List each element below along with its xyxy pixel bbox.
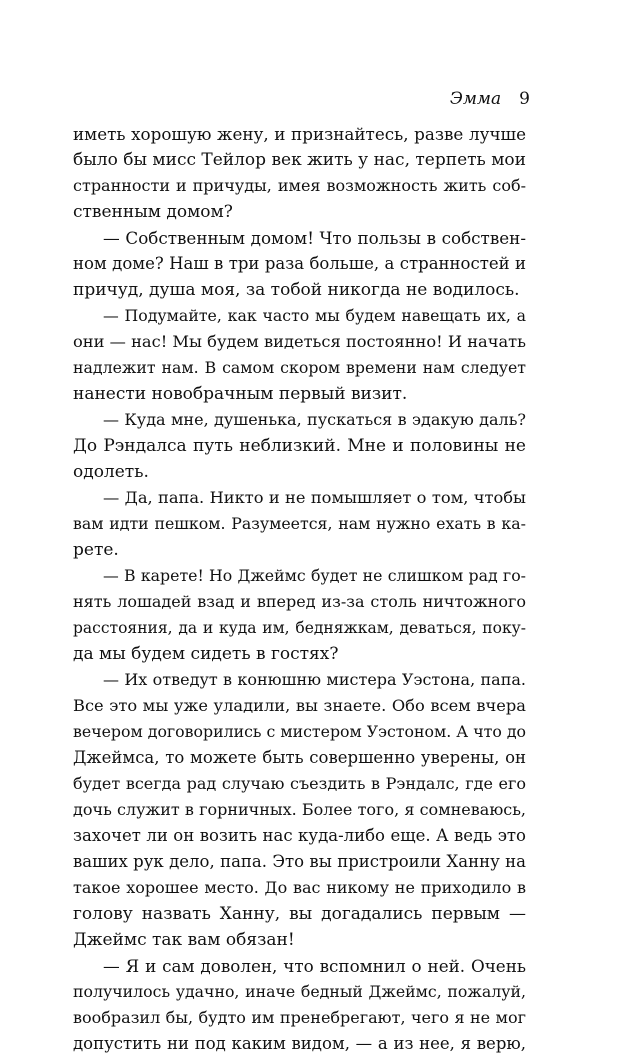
text-line: вечером договорились с мистером Уэстоном. А что до xyxy=(73,722,526,741)
text-line: было бы мисс Тейлор век жить у нас, терпеть мои xyxy=(73,150,526,170)
text-line: да мы будем сидеть в гостях? xyxy=(73,644,339,664)
text-line: они — нас! Мы будем видеться постоянно! И начать xyxy=(73,332,526,351)
text-line: надлежит нам. В самом скором времени нам следует xyxy=(73,358,526,377)
text-line: — Подумайте, как часто мы будем навещать их, а xyxy=(103,306,526,325)
text-line: До Рэндалса путь неблизкий. Мне и половины не xyxy=(73,436,526,456)
text-line: причуд, душа моя, за тобой никогда не водилось. xyxy=(73,280,520,300)
text-line: голову назвать Ханну, вы догадались первым — xyxy=(73,904,526,924)
text-line: рете. xyxy=(73,540,119,560)
text-line: — В карете! Но Джеймс будет не слишком рад го- xyxy=(103,566,526,585)
running-header xyxy=(60,87,530,111)
text-line: ваших рук дело, папа. Это вы пристроили Ханну на xyxy=(73,852,526,871)
text-line: Джеймса, то можете быть совершенно уверены, он xyxy=(73,748,526,767)
running-title: Эмма xyxy=(449,89,502,109)
body-text xyxy=(73,121,526,1057)
text-line: ственным домом? xyxy=(73,202,233,222)
text-line: будет всегда рад случаю съездить в Рэндалс, где его xyxy=(73,774,526,793)
text-line: вам идти пешком. Разумеется, нам нужно ехать в ка- xyxy=(73,514,526,533)
text-line: — Их отведут в конюшню мистера Уэстона, папа. xyxy=(103,670,526,689)
text-line: — Куда мне, душенька, пускаться в эдакую даль? xyxy=(103,410,526,429)
text-line: Все это мы уже уладили, вы знаете. Обо всем вчера xyxy=(73,696,526,715)
text-line: получилось удачно, иначе бедный Джеймс, пожалуй, xyxy=(73,982,526,1001)
text-line: захочет ли он возить нас куда-либо еще. А ведь это xyxy=(73,826,526,845)
text-line: нять лошадей взад и вперед из-за столь ничтожного xyxy=(73,592,526,611)
text-line: дочь служит в горничных. Более того, я сомневаюсь, xyxy=(73,800,526,819)
text-line: одолеть. xyxy=(73,462,149,482)
text-line: — Я и сам доволен, что вспомнил о ней. Очень xyxy=(103,956,526,976)
text-line: вообразил бы, будто им пренебрегают, чего я не мог xyxy=(73,1008,526,1027)
text-line: — Да, папа. Никто и не помышляет о том, чтобы xyxy=(103,488,526,507)
text-line: Джеймс так вам обязан! xyxy=(73,930,295,950)
text-line: иметь хорошую жену, и признайтесь, разве лучше xyxy=(73,124,526,144)
text-line: ном доме? Наш в три раза больше, а странностей и xyxy=(73,254,526,273)
text-line: допустить ни под каким видом, — а из нее, я верю, xyxy=(73,1034,526,1053)
page-number: 9 xyxy=(519,89,530,109)
text-line: — Собственным домом! Что пользы в собствен- xyxy=(103,228,526,248)
text-line: такое хорошее место. До вас никому не приходило в xyxy=(73,878,526,897)
text-line: странности и причуды, имея возможность жить соб- xyxy=(73,176,526,195)
text-line: нанести новобрачным первый визит. xyxy=(73,384,408,404)
text-line: расстояния, да и куда им, бедняжкам, деваться, поку- xyxy=(73,619,526,637)
